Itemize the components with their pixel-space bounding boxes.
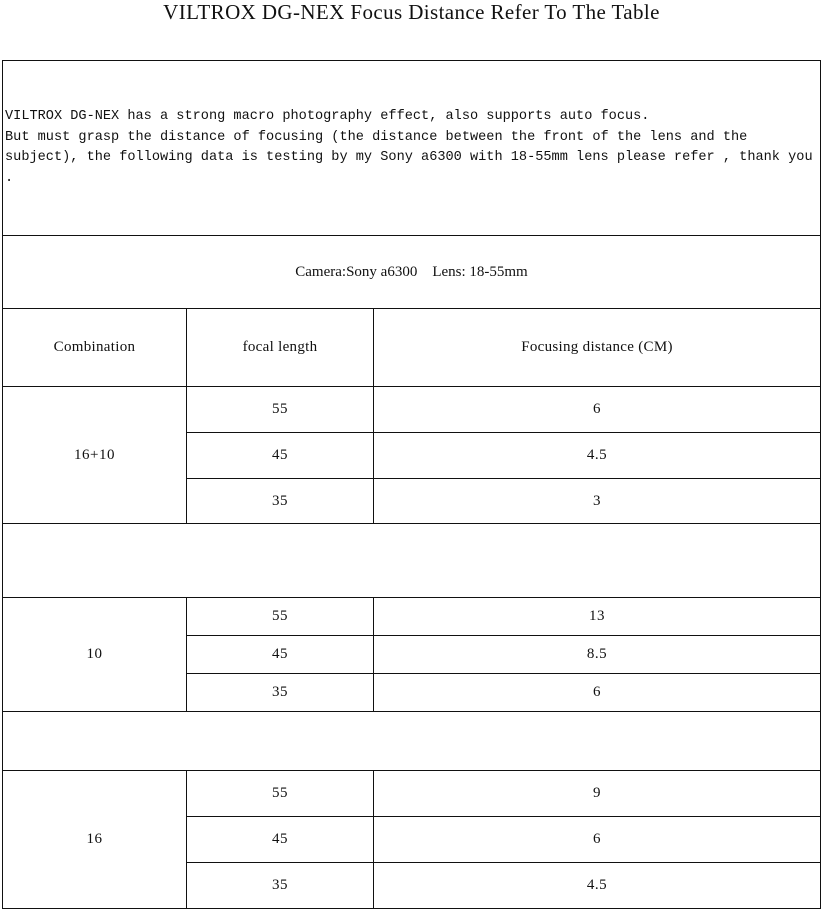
focusing-distance-cell: 4.5 — [374, 863, 821, 909]
focal-length-cell: 35 — [187, 863, 374, 909]
table-row — [3, 387, 821, 433]
table-row — [3, 598, 821, 636]
focal-length-cell: 35 — [187, 674, 374, 712]
focal-length-cell: 45 — [187, 817, 374, 863]
header-focal-length: focal length — [187, 309, 374, 387]
camera-row — [3, 236, 821, 309]
focusing-distance-cell: 6 — [374, 387, 821, 433]
intro-cell — [3, 61, 821, 236]
focal-length-cell: 35 — [187, 479, 374, 524]
intro-line-1: VILTROX DG-NEX has a strong macro photography effect, also supports auto focus. — [5, 109, 650, 124]
focal-length-cell: 55 — [187, 771, 374, 817]
focusing-distance-cell: 8.5 — [374, 636, 821, 674]
focal-length-cell: 55 — [187, 387, 374, 433]
spacer-cell — [3, 524, 821, 598]
header-combination: Combination — [3, 309, 187, 387]
intro-row — [3, 61, 821, 236]
focusing-distance-cell: 13 — [374, 598, 821, 636]
focal-length-cell: 45 — [187, 636, 374, 674]
focus-distance-table — [2, 60, 821, 909]
spacer-row — [3, 524, 821, 598]
combination-cell: 10 — [3, 598, 187, 712]
focusing-distance-cell: 9 — [374, 771, 821, 817]
focusing-distance-cell: 6 — [374, 817, 821, 863]
spacer-row — [3, 712, 821, 771]
focal-length-cell: 55 — [187, 598, 374, 636]
spacer-cell — [3, 712, 821, 771]
focusing-distance-cell: 3 — [374, 479, 821, 524]
combination-cell: 16+10 — [3, 387, 187, 524]
combination-cell: 16 — [3, 771, 187, 909]
focusing-distance-cell: 6 — [374, 674, 821, 712]
table-row — [3, 771, 821, 817]
header-focusing-distance: Focusing distance (CM) — [374, 309, 821, 387]
focal-length-cell: 45 — [187, 433, 374, 479]
focusing-distance-cell: 4.5 — [374, 433, 821, 479]
camera-info: Camera:Sony a6300 Lens: 18-55mm — [3, 236, 821, 309]
page-title: VILTROX DG-NEX Focus Distance Refer To The Table — [163, 0, 660, 24]
intro-line-2: But must grasp the distance of focusing (the distance between the front of the lens and the subject), the following data is testing by my Sony a6300 with 18-55mm lens please refer , thank you . — [5, 129, 813, 186]
header-row — [3, 309, 821, 387]
